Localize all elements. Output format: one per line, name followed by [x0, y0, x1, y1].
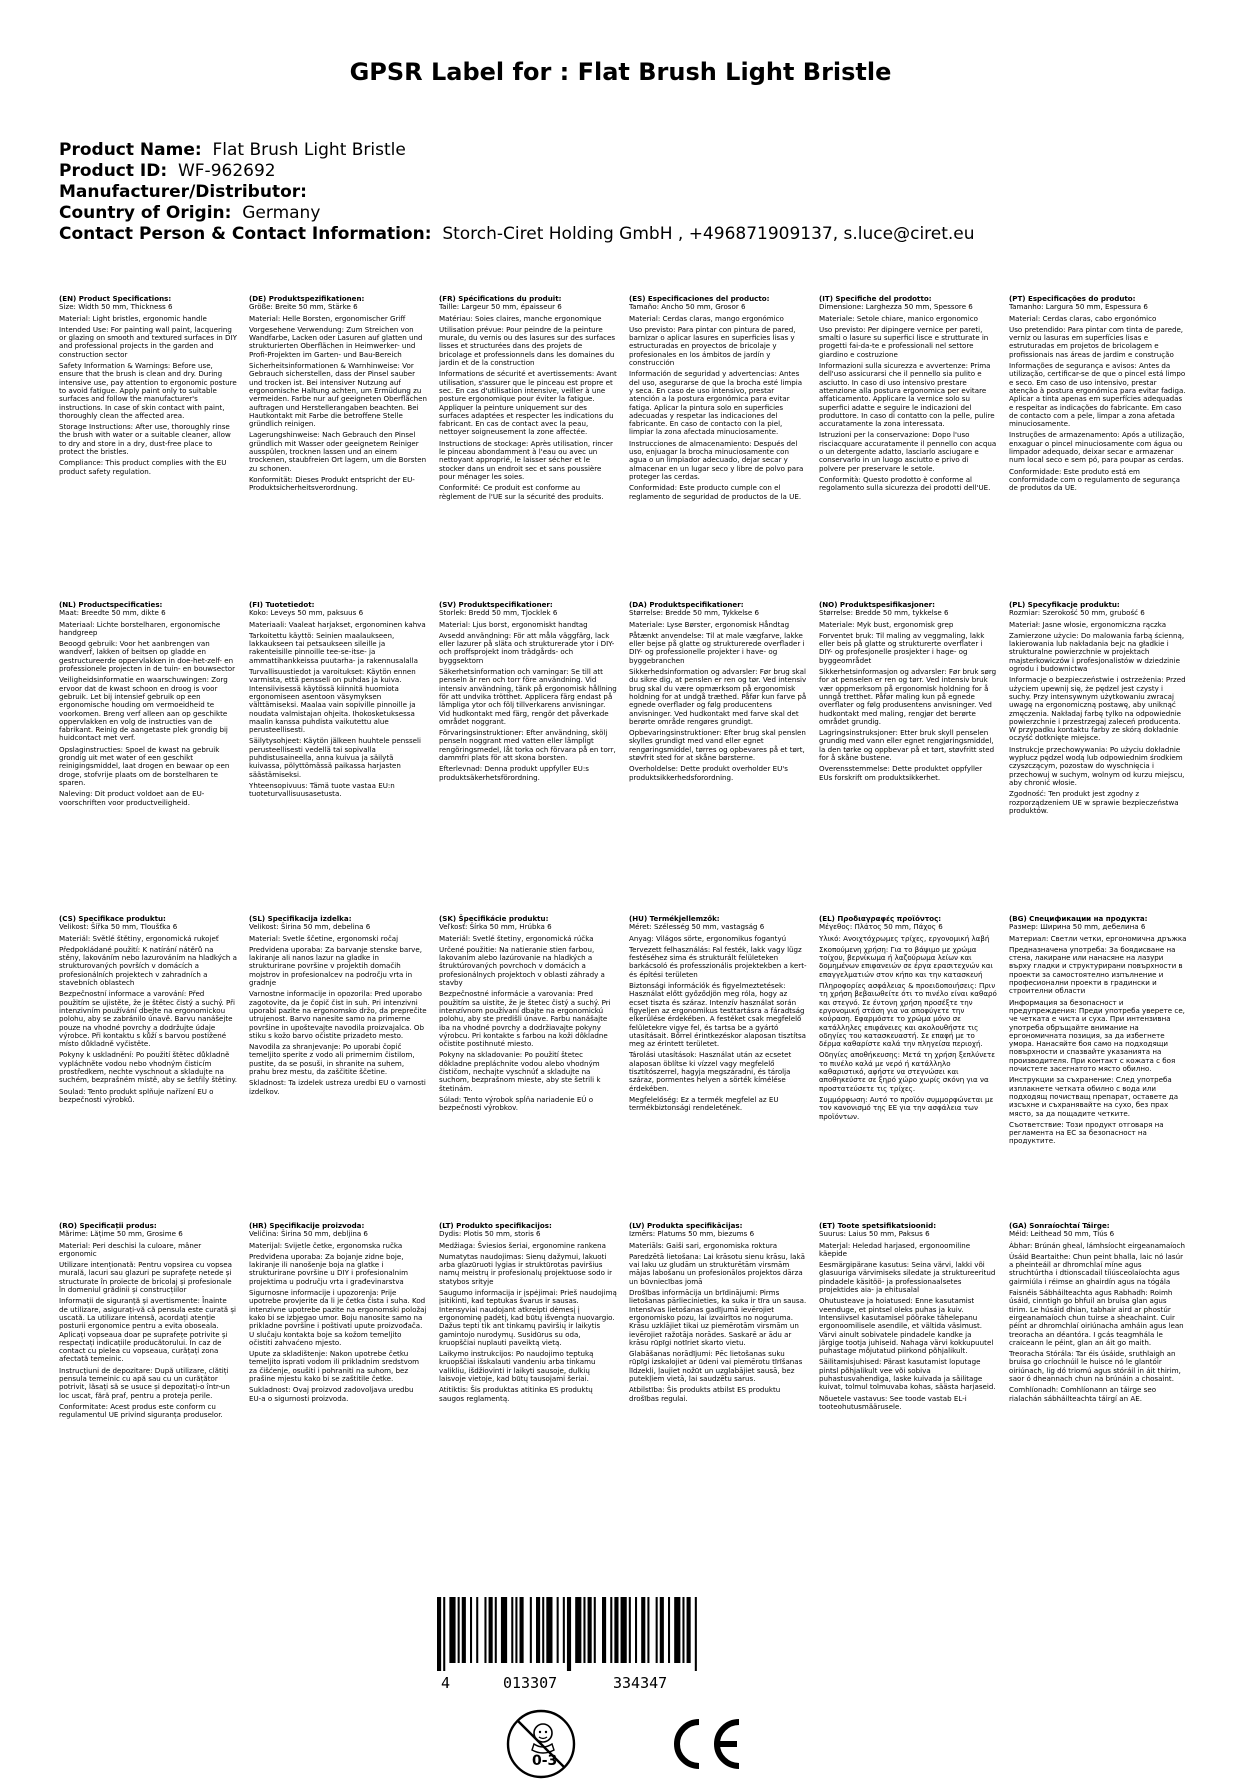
- section-paragraph: Sikkerhedsinformation og advarsler: Før brug skal du sikre dig, at penslen er ren og tør. Ved intensiv brug skal du være opmærksom på ergonomisk holdning for at undgå træthed. Påfør kun farve på egnede overflader og følg producentens anvisninger. Ved hudkontakt med farve skal det berørte område rengøres grundigt.: [629, 667, 807, 726]
- section-paragraph: Numatytas naudojimas: Sienų dažymui, lakuoti arba glazūruoti lygias ir struktūrotas paviršius namų meistrų ir profesionalų projektuose sodo ir statybos srityje: [439, 1251, 613, 1286]
- section-paragraph: Overensstemmelse: Dette produktet oppfyller EUs forskrift om produktsikkerhet.: [819, 764, 983, 782]
- barcode-bar: [476, 1597, 478, 1663]
- barcode-digits-first: 4: [441, 1674, 451, 1692]
- section-header-block: [249, 1222, 427, 1239]
- barcode-bar: [567, 1597, 571, 1671]
- section-paragraph: Materiál: Světlé štětiny, ergonomická rukojeť: [59, 933, 219, 943]
- section-header-block: [1009, 1222, 1187, 1239]
- section-heading: (DE) Produktspezifikationen:: [249, 294, 365, 303]
- barcode-bar: [588, 1597, 592, 1663]
- section-header-block: [249, 295, 427, 312]
- section-paragraph: Upute za skladištenje: Nakon upotrebe četku temeljito isprati vodom ili prikladnim sredstvom za čišćenje, osušiti i pohraniti na suhom, bez prašine mjestu kako bi se zaštitile četke.: [249, 1349, 420, 1384]
- section-paragraph: Atbilstība: Šis produkts atbilst ES produktu drošības regulai.: [629, 1385, 781, 1403]
- section-paragraph: Информация за безопасност и предупреждения: Преди употреба уверете се, че четката е чиста и суха. При интензивна употреба обръщайте внимание на ергономичната позиция, за да избегнете умора. Нанасяйте боя само на подходящи повърхности и спазвайте указанията на производителя. При контакт с кожата с боя почистете засегнатото място обилно.: [1009, 997, 1185, 1074]
- section-paragraph: Instrucțiuni de depozitare: După utilizare, clătiți pensula temeinic cu apă sau cu un curățător potrivit, lăsați să se usuce și depozitați-o într-un loc uscat, fără praf, pentru a proteja perile.: [59, 1365, 230, 1400]
- section-header-block: [819, 601, 997, 618]
- section-paragraph: Съответствие: Този продукт отговаря на регламента на ЕС за безопасност на продуктите.: [1009, 1119, 1164, 1146]
- section-paragraph: Materjal: Heledad harjased, ergonoomiline käepide: [819, 1240, 971, 1258]
- section-size: Størrelse: Bredde 50 mm, tykkelse 6: [819, 608, 949, 618]
- section-paragraph: Atitiktis: Šis produktas atitinka ES produktų saugos reglamentą.: [439, 1385, 593, 1403]
- section-heading: (NL) Productspecificaties:: [59, 600, 163, 609]
- section-size: Tamaño: Ancho 50 mm, Grosor 6: [629, 302, 746, 312]
- section-paragraph: Material: Svetle ščetine, ergonomski ročaj: [249, 933, 399, 943]
- section-paragraph: Påtænkt anvendelse: Til at male vægfarve, lakke eller bejse på glatte og strukturerede overflader i DIY- og professionelle projekter i have- og byggebranchen: [629, 630, 805, 665]
- barcode-bar: [575, 1597, 581, 1663]
- section-paragraph: Sigurnosne informacije i upozorenja: Prije upotrebe provjerite da li je četka čista i suha. Kod intenzivne upotrebe pazite na ergonomski položaj kako bi se izbjegao umor. Boju nanosite samo na prikladne površine i poštivati upute proizvođača. U slučaju kontakta boje sa kožom temeljito očistiti zahvaćeno mjesto.: [249, 1288, 427, 1347]
- section-paragraph: Material: Ljus borst, ergonomiskt handtag: [439, 619, 588, 629]
- barcode-bar: [511, 1597, 513, 1663]
- section-heading: (EL) Προδιαγραφές προϊόντος:: [819, 914, 942, 923]
- section-heading: (ES) Especificaciones del producto:: [629, 294, 770, 303]
- section-paragraph: Conformidad: Este producto cumple con el reglamento de seguridad de productos de la UE.: [629, 483, 802, 501]
- section-heading: (HU) Termékjellemzők:: [629, 914, 720, 923]
- language-section: [629, 1222, 807, 1406]
- barcode-bar: [458, 1597, 460, 1663]
- section-size: Velikost: Šířka 50 mm, Tloušťka 6: [59, 922, 178, 932]
- section-heading: (ET) Toote spetsifikatsioonid:: [819, 1221, 937, 1230]
- section-size: Koko: Leveys 50 mm, paksuus 6: [249, 608, 364, 618]
- language-section: [819, 1222, 997, 1414]
- origin-value: Germany: [242, 203, 321, 223]
- barcode-bar: [635, 1597, 637, 1663]
- barcode-bar: [621, 1597, 627, 1663]
- section-heading: (CS) Specifikace produktu:: [59, 914, 166, 923]
- product-id-row: [59, 161, 975, 182]
- section-paragraph: Skladnost: Ta izdelek ustreza uredbi EU o varnosti izdelkov.: [249, 1078, 426, 1096]
- section-paragraph: Säilytysohjeet: Käytön jälkeen huuhtele pensseli perusteellisesti vedellä tai sopivalla puhdistusaineella, anna kuivua ja säilytä kuivassa, pölyttömässä paikassa harjasten säästämiseksi.: [249, 736, 421, 779]
- section-size: Taille: Largeur 50 mm, épaisseur 6: [439, 302, 562, 312]
- barcode-bar: [557, 1597, 559, 1663]
- section-paragraph: Matériau: Soies claires, manche ergonomique: [439, 313, 602, 323]
- language-section: [1009, 915, 1187, 1149]
- section-header-block: [1009, 601, 1187, 618]
- section-paragraph: Sikkerhetsinformasjon og advarsler: Før bruk sørg for at penselen er ren og tørr. Ved intensiv bruk vær oppmerksom på ergonomisk holdning for å unngå tretthet. Påfør maling kun på egnede overflater og følg produsentens anvisninger. Ved hudkontakt med maling, rengjør det berørte området grundig.: [819, 667, 997, 726]
- product-info: [59, 140, 975, 245]
- age-0-3-warning-icon: [505, 1708, 577, 1780]
- section-paragraph: Instructions de stockage: Après utilisation, rincer le pinceau abondamment à l'eau ou avec un nettoyant approprié, le laisser sécher et le stocker dans un endroit sec et sans poussière pour ménager les soies.: [439, 438, 613, 481]
- section-paragraph: Πληροφορίες ασφάλειας & προειδοποιήσεις: Πριν τη χρήση βεβαιωθείτε ότι το πινέλο είναι καθαρό και στεγνό. Σε έντονη χρήση προσέξτε την εργονομική στάση για να αποφύγετε την κούραση. Εφαρμόστε το χρώμα μόνο σε κατάλληλες επιφάνειες και ακολουθήστε τις οδηγίες του κατασκευαστή. Σε επαφή με το δέρμα καθαρίστε καλά την πληγείσα περιοχή.: [819, 981, 997, 1049]
- section-paragraph: Materiał: Jasne włosie, ergonomiczna rączka: [1009, 619, 1167, 629]
- section-paragraph: Pokyny k uskladnění: Po použití štětec důkladně vypláchněte vodou nebo vhodným čisticím prostředkem, nechte vyschnout a skladujte na suchém, bezprašném místě, aby se šetřily štětiny.: [59, 1050, 237, 1085]
- section-paragraph: Efterlevnad: Denna produkt uppfyller EU:s produktsäkerhetsförordning.: [439, 764, 589, 782]
- section-header-block: [249, 915, 427, 932]
- section-paragraph: Paredzētā lietošana: Lai krāsotu sienu krāsu, lakā vai laku uz gludām un strukturētām virsmām mājas labošanu un profesionālos projektos dārza un būvniecības jomā: [629, 1251, 805, 1286]
- section-paragraph: Ábhar: Brúnán gheal, lámhsíocht eirgeanamaíoch: [1009, 1240, 1186, 1250]
- section-paragraph: Pokyny na skladovanie: Po použití štetec dôkladne prepláchnite vodou alebo vhodným čističom, nechajte vyschnúť a skladujte na suchom, bezprašnom mieste, aby ste šetrili k štetinám.: [439, 1050, 601, 1093]
- barcode-bar: [489, 1597, 493, 1663]
- section-heading: (LT) Produkto specifikacijos:: [439, 1221, 552, 1230]
- section-header-block: [1009, 915, 1187, 932]
- section-size: Dydis: Plotis 50 mm, storis 6: [439, 1229, 541, 1239]
- section-paragraph: Materijal: Svijetle četke, ergonomska ručka: [249, 1240, 403, 1250]
- section-paragraph: Tárolási utasítások: Használat után az ecsetet alaposan öblítse ki vízzel vagy megfelelő tisztítószerrel, hagyja megszáradni, és tárolja száraz, pormentes helyen a sörték kímélése érdekében.: [629, 1050, 792, 1093]
- section-paragraph: Comhlíonadh: Comhlíonann an táirge seo rialachán sábháilteachta táirgí an AE.: [1009, 1385, 1157, 1403]
- language-section: [819, 295, 997, 496]
- section-paragraph: Υλικό: Ανοιχτόχρωμες τρίχες, εργονομική λαβή: [819, 933, 990, 943]
- barcode-bar: [536, 1597, 540, 1663]
- section-size: Dimensione: Larghezza 50 mm, Spessore 6: [819, 302, 973, 312]
- barcode-digits-right: 334347: [613, 1674, 668, 1692]
- section-size: Veľkosť: Šírka 50 mm, Hrúbka 6: [439, 922, 552, 932]
- origin-row: [59, 203, 975, 224]
- section-paragraph: Varnostne informacije in opozorila: Pred uporabo zagotovite, da je čopič čist in suh. Pri intenzivni uporabi pazite na ergonomsko držo, da preprečite utrujenost. Barvo nanesite samo na primerne površine in upoštevajte navodila proizvajalca. Ob stiku s kožo barvo očistite prizadeto mesto.: [249, 989, 427, 1040]
- section-size: Größe: Breite 50 mm, Stärke 6: [249, 302, 358, 312]
- section-paragraph: Οδηγίες αποθήκευσης: Μετά τη χρήση ξεπλύνετε το πινέλο καλά με νερό ή κατάλληλο καθαριστικό, αφήστε να στεγνώσει και αποθηκεύστε σε ξηρό χώρο χωρίς σκόνη για να προστατεύσετε τις τρίχες.: [819, 1050, 996, 1093]
- section-paragraph: Materiale: Setole chiare, manico ergonomico: [819, 313, 978, 323]
- section-paragraph: Lagringsinstruksjoner: Etter bruk skyll penselen grundig med vann eller egnet rengjøringsmiddel, la den tørke og oppbevar på et tørt, støvfritt sted for å skåne bustene.: [819, 728, 995, 763]
- barcode-bar: [668, 1597, 670, 1663]
- language-section: [249, 601, 427, 802]
- section-header-block: [59, 601, 237, 618]
- barcode-bar: [656, 1597, 658, 1663]
- barcode-bar: [449, 1597, 455, 1663]
- section-paragraph: Säilitamisjuhised: Pärast kasutamist loputage pintsl põhjalikult vee või sobiva puhastusvahendiga, laske kuivada ja säilitage kuivat, tolmul tolmuvaba kohas, säästa harjaseid.: [819, 1357, 996, 1392]
- language-section: [439, 915, 617, 1116]
- page-title: GPSR Label for : Flat Brush Light Bristle: [349, 58, 892, 86]
- barcode-bar: [647, 1597, 649, 1663]
- age-label: 0-3: [532, 1753, 558, 1769]
- section-heading: (GA) Sonraíochtaí Táirge:: [1009, 1221, 1110, 1230]
- section-header-block: [819, 1222, 997, 1239]
- language-section: [819, 915, 997, 1124]
- language-section: [1009, 1222, 1187, 1406]
- section-paragraph: Utilisation prévue: Pour peindre de la peinture murale, du vernis ou des lasures sur des surfaces lisses et structurées dans des projets de bricolage et professionnels dans les domaines du jardin et de la construction: [439, 324, 616, 368]
- section-paragraph: Safety Information & Warnings: Before use, ensure that the brush is clean and dry. During intensive use, pay attention to ergonomic posture to avoid fatigue. Apply paint only to suitable surfaces and follow the manufacturer's instructions. In case of skin contact with paint, thoroughly clean the affected area.: [59, 361, 237, 420]
- section-paragraph: Información de seguridad y advertencias: Antes del uso, asegurarse de que la brocha esté limpia y seca. En caso de uso intensivo, prestar atención a la postura ergonómica para evitar fatiga. Aplicar la pintura solo en superficies adecuadas y respetar las indicaciones del fabricante. En caso de contacto con la piel, limpiar la zona afectada minuciosamente.: [629, 369, 803, 437]
- language-section: [249, 295, 427, 496]
- section-paragraph: Úsáid Beartaithe: Chun peint bhalla, laic nó lasúr a pheinteáil ar dhromchlaí míne agus struchtúrtha i dtionscadail tíiúsceolaíochta agus gairmiúla i réimse an ghairdín agus na tógála: [1009, 1251, 1184, 1286]
- barcode-bar: [602, 1597, 606, 1663]
- section-heading: (IT) Specifiche del prodotto:: [819, 294, 932, 303]
- contact-value: Storch-Ciret Holding GmbH , +496871909137, s.luce@ciret.eu: [442, 224, 975, 244]
- section-paragraph: Materiaali: Vaaleat harjakset, ergonominen kahva: [249, 619, 426, 629]
- section-paragraph: Förvaringsinstruktioner: Efter användning, skölj penseln noggrant med vatten eller lämpligt rengöringsmedel, låt torka och förvara på en torr, dammfri plats för att skona borsten.: [439, 728, 616, 763]
- section-paragraph: Vorgesehene Verwendung: Zum Streichen von Wandfarbe, Lacken oder Lasuren auf glatten und strukturierten Oberflächen in Heimwerker- und Profi-Projekten im Garten- und Bau-Bereich: [249, 324, 423, 359]
- section-paragraph: Medžiaga: Šviesios šeriai, ergonomine rankena: [439, 1240, 606, 1250]
- section-paragraph: Informacje o bezpieczeństwie i ostrzeżenia: Przed użyciem upewnij się, że pędzel jest czysty i suchy. Przy intensywnym użytkowaniu zwracaj uwagę na ergonomiczną postawę, aby uniknąć zmęczenia. Nakładaj farbę tylko na odpowiednie powierzchnie i przestrzegaj zaleceń producenta. W przypadku kontaktu farby ze skórą dokładnie oczyść dotknięte miejsce.: [1009, 675, 1186, 743]
- barcode-bar: [501, 1597, 507, 1663]
- language-section: [59, 601, 237, 810]
- section-heading: (FI) Tuotetiedot:: [249, 600, 315, 609]
- section-paragraph: Informações de segurança e avisos: Antes da utilização, certificar-se de que o pincel está limpo e seco. Em caso de uso intensivo, prestar atenção à postura ergonómica para evitar fadiga. Aplicar a tinta apenas em superfícies adequadas e respeitar as indicações do fabricante. Em caso de contacto com a pele, limpar a zona afetada minuciosamente.: [1009, 361, 1186, 429]
- section-paragraph: Material: Cerdas claras, mango ergonómico: [629, 313, 784, 323]
- section-paragraph: Informations de sécurité et avertissements: Avant utilisation, s'assurer que le pinceau est propre et sec. En cas d'utilisation intensive, veiller à une posture ergonomique pour éviter la fatigue. Appliquer la peinture uniquement sur des surfaces adaptées et respecter les indications du fabricant. En cas de contact avec la peau, nettoyer soigneusement la zone affectée.: [439, 369, 617, 437]
- barcode-bar: [674, 1597, 680, 1663]
- section-paragraph: Bezpečnostné informácie a varovania: Pred použitím sa uistite, že je štetec čistý a suchý. Pri intenzívnom používaní dbajte na ergonomickú polohu, aby ste predišli únave. Farbu nanášajte iba na vhodné povrchy a dodržiavajte pokyny výrobcu. Pri kontakte s farbou na koži dôkladne očistite postihnuté miesto.: [439, 989, 611, 1049]
- section-paragraph: Conformità: Questo prodotto è conforme al regolamento sulla sicurezza dei prodotti dell'UE.: [819, 474, 991, 493]
- section-paragraph: Istruzioni per la conservazione: Dopo l'uso risciacquare accuratamente il pennello con acqua o un detergente adatto, lasciarlo asciugare e conservarlo in un luogo asciutto e privo di polvere per preservare le setole.: [819, 430, 997, 473]
- barcode-bar: [484, 1597, 486, 1663]
- barcode-bar: [610, 1597, 612, 1663]
- section-paragraph: Turvallisuustiedot ja varoitukset: Käytön ennen varmista, että pensseli on puhdas ja kuiva. Intensiivisessä käytössä kiinnitä huomiota ergonomiseen asentoon väsymyksen välttämiseksi. Maalaa vain sopiville pinnoille ja noudata valmistajan ohjeita. Ihokosketuksessa maalin kanssa puhdista vaikutettu alue perusteellisesti.: [249, 667, 416, 735]
- barcode-bar: [682, 1597, 684, 1663]
- section-paragraph: Ohutusteave ja hoiatused: Enne kasutamist veenduge, et pintsel oleks puhas ja kuiv. Intensiivsel kasutamisel pöörake tähelepanu ergonoomilisele asendile, et vältida väsimust. Värvi ainult sobivatele pindadele kandke ja järgige tootja juhiseid. Nahaga värvi kokkupuutel puhastage mõjutatud piirkond põhjalikult.: [819, 1296, 994, 1356]
- section-paragraph: Overholdelse: Dette produkt overholder EU's produktsikkerhedsforordning.: [629, 764, 788, 782]
- section-size: Suurus: Laius 50 mm, Paksus 6: [819, 1229, 930, 1239]
- section-paragraph: Avsedd användning: För att måla väggfärg, lack eller lazurer på släta och strukturerade ytor i DIY- och proffsprojekt inom trädgårds- och byggsektorn: [439, 630, 615, 665]
- section-paragraph: Beoogd gebruik: Voor het aanbrengen van wandverf, lakken of beitsen op gladde en gestructureerde oppervlakken in doe-het-zelf- en professionele projecten in de tuin- en bouwsector: [59, 639, 236, 674]
- barcode-bar: [542, 1597, 544, 1663]
- language-section: [629, 295, 807, 504]
- section-header-block: [439, 295, 617, 312]
- section-paragraph: Súlad: Tento výrobok spĺňa nariadenie EÚ o bezpečnosti výrobkov.: [439, 1094, 594, 1113]
- section-paragraph: Conformitate: Acest produs este conform cu regulamentul UE privind siguranța produselor.: [59, 1401, 223, 1420]
- section-paragraph: Säkerhetsinformation och varningar: Se till att penseln är ren och torr före användning. Vid intensiv användning, tänk på ergonomisk hållning för att undvika trötthet. Applicera färg endast på lämpliga ytor och följ tillverkarens anvisningar. Vid hudkontakt med färg, rengör det påverkade området noggrant.: [439, 667, 617, 726]
- language-section: [439, 601, 617, 785]
- section-paragraph: Tarkoitettu käyttö: Seinien maalaukseen, lakkaukseen tai petsaukseen sileille ja rakenteisille pinnoille tee-se-itse- ja ammattihankkeissa puutarha- ja rakennusalalla: [249, 630, 418, 665]
- section-paragraph: Intended Use: For painting wall paint, lacquering or glazing on smooth and textured surfaces in DIY and professional projects in the garden and construction sector: [59, 324, 237, 359]
- section-paragraph: Storage Instructions: After use, thoroughly rinse the brush with water or a suitable cleaner, allow to dry and store in a dry, dust-free place to protect the bristles.: [59, 422, 231, 457]
- product-name-row: [59, 140, 975, 161]
- section-paragraph: Určené použitie: Na natieranie stien farbou, lakovaním alebo lazúrovanie na hladkých a štruktúrovaných povrchoch v domácich a profesionálnych projektoch v oblasti záhrady a stavby: [439, 944, 605, 988]
- language-section: [59, 915, 237, 1107]
- section-header-block: [629, 1222, 807, 1239]
- section-paragraph: Navodila za shranjevanje: Po uporabi čopič temeljito sperite z vodo ali primernim čistilom, pustite, da se posuši, in shranite na suhem, prahu brez mestu, da zaščitite ščetine.: [249, 1042, 415, 1077]
- barcode-bar: [641, 1597, 645, 1663]
- section-paragraph: Σκοπούμενη χρήση: Για το βάψιμο με χρώμα τοίχου, βερνίκωμα ή λαζούρωμα λείων και δομημένων επιφανειών σε έργα ερασιτεχνών και επαγγελματιών στον κήπο και την κατασκευή: [819, 944, 993, 979]
- section-header-block: [59, 1222, 237, 1239]
- barcode-bar: [470, 1597, 472, 1663]
- section-paragraph: Materiāls: Gaiši sari, ergonomiska roktura: [629, 1240, 778, 1250]
- section-paragraph: Saugumo informacija ir įspėjimai: Prieš naudojimą įsitikinti, kad teptukas švarus ir sausas. Intensyviai naudojant atkreipti dėmesį į ergonominę padėtį, kad būtų išvengta nuovargio. Dažus tepti tik ant tinkamų paviršių ir laikytis gamintojo nurodymų. Susidūrus su oda, kruopščiai nuplauti paveiktą vietą.: [439, 1288, 617, 1347]
- section-header-block: [1009, 295, 1187, 312]
- section-heading: (BG) Спецификации на продукта:: [1009, 914, 1148, 923]
- ce-mark-icon: [667, 1716, 745, 1772]
- section-paragraph: Συμμόρφωση: Αυτό το προϊόν συμμορφώνεται με τον κανονισμό της ΕΕ για την ασφάλεια των προϊόντων.: [819, 1094, 994, 1121]
- section-paragraph: Předpokládané použití: K natírání nátěrů na stěny, lakováním nebo lazurováním na hladkých a strukturovaných površích v domácích a profesionálních projektech v zahradních a stavebních oblastech: [59, 944, 237, 988]
- section-paragraph: Laikymo instrukcijos: Po naudojimo teptuką kruopščiai išskalauti vandeniu arba tinkamu valikliu, išdžiovinti ir laikyti sausoje, dulkių laisvoje vietoje, kad būtų tausojami šeriai.: [439, 1349, 596, 1384]
- barcode: [437, 1597, 701, 1671]
- section-paragraph: Konformität: Dieses Produkt entspricht der EU-Produktsicherheitsverordnung.: [249, 474, 415, 493]
- section-paragraph: Veiligheidsinformatie en waarschuwingen: Zorg ervoor dat de kwast schoon en droog is voor gebruik. Let bij intensief gebruik op een ergonomische houding om vermoeidheid te voorkomen. Breng verf alleen aan op geschikte oppervlakken en volg de instructies van de fabrikant. Reinig de aangetaste plek grondig bij huidcontact met verf.: [59, 675, 228, 743]
- section-heading: (NO) Produktspesifikasjoner:: [819, 600, 935, 609]
- section-paragraph: Bezpečnostní informace a varování: Před použitím se ujistěte, že je štětec čistý a suchý. Při intenzivním používání dbejte na ergonomickou polohu, aby se zabránilo únavě. Barvu nanášejte pouze na vhodné povrchy a dodržujte údaje výrobce. Při kontaktu s kůží s barvou postižené místo důkladně vyčistěte.: [59, 989, 236, 1049]
- section-paragraph: Compliance: This product complies with the EU product safety regulation.: [59, 458, 227, 476]
- origin-label: Country of Origin:: [59, 203, 232, 223]
- section-heading: (SV) Produktspecifikationer:: [439, 600, 553, 609]
- section-paragraph: Uso pretendido: Para pintar com tinta de parede, verniz ou lasuras em superfícies lisas e estruturadas em projetos de bricolagem e profissionais nas áreas de jardim e construção: [1009, 324, 1184, 359]
- product-name-value: Flat Brush Light Bristle: [212, 140, 406, 160]
- language-section: [1009, 601, 1187, 818]
- section-header-block: [59, 295, 237, 312]
- section-paragraph: Material: Cerdas claras, cabo ergonómico: [1009, 313, 1157, 323]
- section-size: Størrelse: Bredde 50 mm, Tykkelse 6: [629, 608, 759, 618]
- barcode-bar: [695, 1597, 697, 1671]
- section-size: Size: Width 50 mm, Thickness 6: [59, 302, 173, 312]
- section-size: Velikost: Širina 50 mm, debelina 6: [249, 922, 371, 932]
- section-paragraph: Materiaal: Lichte borstelharen, ergonomische handgreep: [59, 619, 221, 637]
- language-section: [59, 295, 237, 479]
- section-paragraph: Lagerungshinweise: Nach Gebrauch den Pinsel gründlich mit Wasser oder geeignetem Reiniger ausspülen, trocknen lassen und an einem trockenen, staubfreien Ort lagern, um die Borsten zu schonen.: [249, 430, 427, 473]
- barcode-bar: [520, 1597, 524, 1663]
- section-paragraph: Anyag: Világos sörte, ergonomikus fogantyú: [629, 933, 787, 943]
- section-paragraph: Soulad: Tento produkt splňuje nařízení EU o bezpečnosti výrobků.: [59, 1086, 214, 1104]
- section-size: Μέγεθος: Πλάτος 50 mm, Πάχος 6: [819, 922, 943, 932]
- barcode-bar: [563, 1597, 565, 1663]
- contact-row: [59, 224, 975, 245]
- language-section: [439, 1222, 617, 1406]
- section-size: Storlek: Bredd 50 mm, Tjocklek 6: [439, 608, 558, 618]
- section-paragraph: Materiál: Svetlé štetiny, ergonomická rúčka: [439, 933, 594, 943]
- section-paragraph: Материал: Светли четки, ергономична дръжка: [1009, 933, 1187, 943]
- section-size: Maat: Breedte 50 mm, dikte 6: [59, 608, 166, 618]
- section-paragraph: Utilizare intenționată: Pentru vopsirea cu vopsea murală, lacuri sau glazuri pe suprafețe netede și structurate în proiecte de bricolaj și profesionale în domeniul grădinii și construcțiilor: [59, 1260, 233, 1295]
- manufacturer-label: Manufacturer/Distributor:: [59, 182, 307, 202]
- language-section: [629, 915, 807, 1116]
- section-paragraph: Предназначена употреба: За боядисване на стена, лакиране или нанасяне на лазури върху гладки и структурирани повърхности в проекти за самостоятелно изпълнение и професионални проекти в градински и строителни области: [1009, 944, 1183, 996]
- section-paragraph: Megfelelőség: Ez a termék megfelel az EU termékbiztonsági rendeletének.: [629, 1094, 779, 1113]
- barcode-bar: [687, 1597, 691, 1663]
- barcode-bar: [546, 1597, 552, 1663]
- section-paragraph: Zamierzone użycie: Do malowania farbą ścienną, lakierowania lub nakładania bejc na gładkie i strukturalne powierzchnie w projektach majsterkowiczów i profesjonalistów w dziedzinie ogrodu i budownictwa: [1009, 630, 1185, 674]
- barcode-bar: [660, 1597, 664, 1663]
- section-size: Veličina: Širina 50 mm, debljina 6: [249, 1229, 368, 1239]
- section-paragraph: Инструкции за съхранение: След употреба изплакнете четката обилно с вода или подходящ почистващ препарат, оставете да изсъхне и съхранявайте на сухо, без прах място, за да пощадите четките.: [1009, 1075, 1179, 1118]
- section-header-block: [249, 601, 427, 618]
- language-section: [1009, 295, 1187, 496]
- section-paragraph: Faisnéis Sábháilteachta agus Rabhadh: Roimh úsáid, cinntigh go bhfuil an bruisa glan agus tirim. Le húsáid dhian, tabhair aird ar phostúr eirgeanamaíoch chun tuirse a sheachaint. Cuir péint ar dhromchlaí oiriúnacha amháin agus lean treoracha an déantóra. I gcás teagmhála le craiceann le péint, glan an áit go maith.: [1009, 1288, 1184, 1347]
- product-name-label: Product Name:: [59, 140, 202, 160]
- section-paragraph: Uso previsto: Para pintar con pintura de pared, barnizar o aplicar lasures en superficies lisas y estructuradas en proyectos de bricolaje y profesionales en los ámbitos de jardín y construcción: [629, 324, 796, 368]
- section-header-block: [439, 601, 617, 618]
- section-size: Rozmiar: Szerokość 50 mm, grubość 6: [1009, 608, 1145, 618]
- section-paragraph: Uso previsto: Per dipingere vernice per pareti, smalti o lasure su superfici lisce e strutturate in progetti fai-da-te e professionali nel settore giardino e costruzione: [819, 324, 989, 359]
- barcode-bar: [583, 1597, 585, 1663]
- section-paragraph: Zgodność: Ten produkt jest zgodny z rozporządzeniem UE w sprawie bezpieczeństwa produktów.: [1009, 789, 1179, 815]
- section-paragraph: Conformité: Ce produit est conforme au règlement de l'UE sur la sécurité des produits.: [439, 483, 604, 501]
- section-paragraph: Forventet bruk: Til maling av veggmaling, lakk eller beis på glatte og strukturerte overflater i DIY- og profesjonelle prosjekter i hage- og byggeområdet: [819, 630, 985, 665]
- section-heading: (PT) Especificações do produto:: [1009, 294, 1136, 303]
- section-header-block: [629, 601, 807, 618]
- section-header-block: [439, 1222, 617, 1239]
- section-paragraph: Conformidade: Este produto está em conformidade com o regulamento de segurança de produtos da UE.: [1009, 466, 1180, 493]
- section-header-block: [439, 915, 617, 932]
- language-section: [629, 601, 807, 785]
- section-paragraph: Informazioni sulla sicurezza e avvertenze: Prima dell'uso assicurarsi che il pennello sia pulito e asciutto. In caso di uso intensivo prestare attenzione alla postura ergonomica per evitare affaticamento. Applicare la vernice solo su superfici adatte e seguire le indicazioni del produttore. In caso di contatto con la pelle, pulire accuratamente la zona interessata.: [819, 361, 995, 429]
- barcode-bar: [462, 1597, 466, 1663]
- section-header-block: [819, 915, 997, 932]
- section-heading: (DA) Produktspecifikationer:: [629, 600, 744, 609]
- barcode-bar: [629, 1597, 631, 1663]
- section-paragraph: Opbevaringsinstruktioner: Efter brug skal penslen skylles grundigt med vand eller egnet rengøringsmiddel, tørres og opbevares på et tørt, støvfrit sted for at skåne børsterne.: [629, 728, 806, 763]
- barcode-bar: [530, 1597, 532, 1663]
- section-header-block: [629, 295, 807, 312]
- language-section: [249, 915, 427, 1099]
- section-heading: (HR) Specifikacije proizvoda:: [249, 1221, 365, 1230]
- language-section: [249, 1222, 427, 1406]
- product-id-value: WF-962692: [177, 161, 276, 181]
- language-section: [439, 295, 617, 504]
- section-paragraph: Materiale: Lyse Børster, ergonomisk Håndtag: [629, 619, 790, 629]
- section-size: Mărime: Lățime 50 mm, Grosime 6: [59, 1229, 183, 1239]
- section-heading: (SK) Špecifikácie produktu:: [439, 914, 549, 923]
- barcode-bar: [515, 1597, 517, 1663]
- barcode-bar: [594, 1597, 596, 1663]
- section-heading: (EN) Product Specifications:: [59, 294, 172, 303]
- section-paragraph: Informații de siguranță și avertismente: Înainte de utilizare, asigurați-vă că pensula este curată și uscată. La utilizare intensă, acordați atenție posturii ergonomice pentru a evita oboseala. Aplicați vopseaua doar pe suprafețe potrivite și respectați indicațiile producătorului. În caz de contact cu pielea cu vopseaua, curățați zona afectată temeinic.: [59, 1296, 237, 1364]
- section-paragraph: Instrucciones de almacenamiento: Después del uso, enjuagar la brocha minuciosamente con agua o un limpiador adecuado, dejar secar y almacenar en un lugar seco y libre de polvo para proteger las cerdas.: [629, 438, 804, 481]
- section-paragraph: Instruções de armazenamento: Após a utilização, enxaguar o pincel minuciosamente com água ou limpador adequado, deixar secar e armazenar num local seco e sem pó, para poupar as cerdas.: [1009, 430, 1185, 465]
- section-paragraph: Nõuetele vastavus: See toode vastab EL-i tooteohutusmäärusele.: [819, 1393, 967, 1411]
- barcode-bar: [614, 1597, 618, 1663]
- section-paragraph: Material: Peri deschisi la culoare, mâner ergonomic: [59, 1240, 202, 1258]
- section-size: Méret: Szélesség 50 mm, vastagság 6: [629, 922, 765, 932]
- section-paragraph: Tervezett felhasználás: Fal festék, lakk vagy lügz festéséhez sima és strukturált felületeken barkácsoló és professzionális projektekben a kert- és építési területen: [629, 944, 807, 979]
- barcode-bar: [495, 1597, 497, 1663]
- section-header-block: [629, 915, 807, 932]
- section-heading: (PL) Specyfikacje produktu:: [1009, 600, 1120, 609]
- section-heading: (SL) Specifikacija izdelka:: [249, 914, 352, 923]
- section-paragraph: Treoracha Stórála: Tar éis úsáide, sruthlaigh an bruisa go críochnúil le huisce nó le glantóir oiriúnach, lig dó triomú agus stóráil in áit thirim, saor ó dheannach chun na brúnáin a chosaint.: [1009, 1349, 1181, 1384]
- section-header-block: [819, 295, 997, 312]
- section-paragraph: Predviđena uporaba: Za bojanje zidne boje, lakiranje ili nanošenje boja na glatke i strukturirane površine u DIY i profesionalnim projektima u području vrta i građevinarstva: [249, 1251, 409, 1286]
- section-paragraph: Glabāšanas norādījumi: Pēc lietošanas suku rūpīgi izskalojiet ar ūdeni vai piemērotu tīrīšanas līdzekli, ļaujiet nožūt un uzglabājiet sausā, bez putekļiem vietā, lai saudzētu sarus.: [629, 1349, 803, 1384]
- barcode-digits-left: 013307: [503, 1674, 558, 1692]
- barcode-bar: [437, 1597, 441, 1671]
- product-id-label: Product ID:: [59, 161, 168, 181]
- section-paragraph: Sukladnost: Ovaj proizvod zadovoljava uredbu EU-a o sigurnosti proizvoda.: [249, 1385, 414, 1403]
- section-size: Размер: Ширина 50 mm, дебелина 6: [1009, 922, 1146, 932]
- section-paragraph: Sicherheitsinformationen & Warnhinweise: Vor Gebrauch sicherstellen, dass der Pinsel sauber und trocken ist. Bei intensiver Nutzung auf ergonomische Haltung achten, um Ermüdung zu vermeiden. Farbe nur auf geeigneten Oberflächen auftragen und Herstellerangaben beachten. Bei Hautkontakt mit Farbe die betroffene Stelle gründlich reinigen.: [249, 361, 427, 429]
- section-heading: (LV) Produkta specifikācijas:: [629, 1221, 743, 1230]
- section-paragraph: Instrukcje przechowywania: Po użyciu dokładnie wypłucz pędzel wodą lub odpowiednim środkiem czyszczącym, pozostaw do wyschnięcia i przechowuj w suchym, wolnym od kurzu miejscu, aby chronić włosie.: [1009, 744, 1185, 787]
- section-paragraph: Yhteensopivuus: Tämä tuote vastaa EU:n tuoteturvallisuusasetusta.: [249, 780, 395, 799]
- section-size: Méid: Leithead 50 mm, Tiús 6: [1009, 1229, 1115, 1239]
- section-heading: (FR) Spécifications du produit:: [439, 294, 562, 303]
- language-section: [59, 1222, 237, 1423]
- barcode-bar: [443, 1597, 445, 1671]
- section-header-block: [59, 915, 237, 932]
- section-paragraph: Material: Helle Borsten, ergonomischer Griff: [249, 313, 406, 323]
- section-size: Tamanho: Largura 50 mm, Espessura 6: [1009, 302, 1148, 312]
- section-paragraph: Materiale: Myk bust, ergonomisk grep: [819, 619, 954, 629]
- section-paragraph: Material: Light bristles, ergonomic handle: [59, 313, 207, 323]
- section-paragraph: Opslaginstructies: Spoel de kwast na gebruik grondig uit met water of een geschikt reinigingsmiddel, laat drogen en bewaar op een droge, stofvrije plaats om de borstelharen te sparen.: [59, 744, 230, 787]
- contact-label: Contact Person & Contact Information:: [59, 224, 432, 244]
- section-size: Izmērs: Platums 50 mm, biezums 6: [629, 1229, 755, 1239]
- section-paragraph: Biztonsági információk és figyelmeztetések: Használat előtt győződjön meg róla, hogy az ecset tiszta és száraz. Intenzív használat során figyeljen az ergonomikus testtartásra a fáradtság elkerülése érdekében. A festéket csak megfelelő felületekre vigye fel, és tartsa be a gyártó utasításait. Bőrrel érintkezéskor alaposan tisztítsa meg az érintett területet.: [629, 981, 807, 1049]
- language-section: [819, 601, 997, 785]
- section-paragraph: Naleving: Dit product voldoet aan de EU-voorschriften voor productveiligheid.: [59, 789, 205, 807]
- section-paragraph: Predvidena uporaba: Za barvanje stenske barve, lakiranje ali nanos lazur na gladke in strukturirane površine v projektih domačih mojstrov in profesionalcev na področju vrta in gradnje: [249, 944, 422, 988]
- section-paragraph: Drošības informācija un brīdinājumi: Pirms lietošanas pārliecinieties, ka suka ir tīra un sausa. Intensīvas lietošanas gadījumā ievērojiet ergonomisko pozu, lai izvairītos no noguruma. Krāsu uzklājiet tikai uz piemērotām virsmām un ievērojiet ražotāja norādes. Saskarē ar ādu ar krāsu rūpīgi notīriet skarto vietu.: [629, 1288, 807, 1347]
- section-paragraph: Eesmärgipärane kasutus: Seina värvi, lakki või glasuuriga värvimiseks siledate ja struktureeritud pindadele käsitöö- ja professionaalsetes projektides aia- ja ehitusalal: [819, 1260, 996, 1295]
- manufacturer-row: [59, 182, 975, 203]
- section-heading: (RO) Specificații produs:: [59, 1221, 157, 1230]
